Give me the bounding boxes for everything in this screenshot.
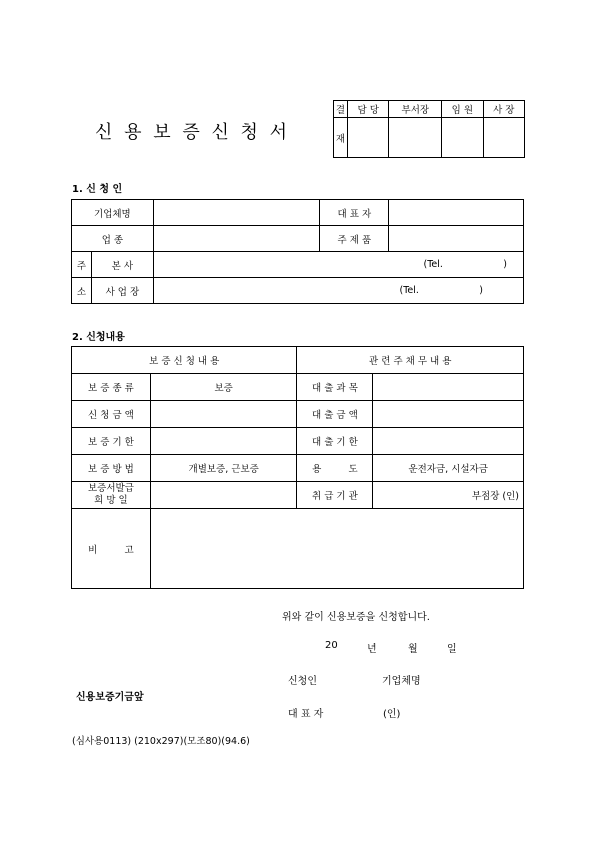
approval-header-staff: 담 당: [348, 101, 389, 118]
guarantee-term-label: 보 증 기 한: [72, 428, 151, 455]
approval-header-president: 사 장: [483, 101, 524, 118]
business-site-address-field[interactable]: (Tel. ): [153, 278, 523, 304]
loan-term-label: 대 출 기 한: [297, 428, 373, 455]
company-name-field[interactable]: [153, 200, 320, 226]
request-amount-field[interactable]: [150, 401, 297, 428]
guarantee-term-field[interactable]: [150, 428, 297, 455]
headquarters-label: 본 사: [91, 252, 153, 278]
loan-subject-label: 대 출 과 목: [297, 374, 373, 401]
footer-representative-label: 대 표 자: [288, 709, 324, 720]
headquarters-address-field[interactable]: (Tel. ): [153, 252, 523, 278]
loan-purpose-label: 용 도: [297, 455, 373, 482]
address-side-label-top: 주: [72, 252, 92, 278]
document-title: 신 용 보 증 신 청 서: [95, 122, 291, 143]
date-month-label: 월: [408, 644, 418, 655]
approval-sign-executive[interactable]: [442, 118, 483, 158]
issue-date-label: [72, 482, 151, 509]
form-code: (심사용0113) (210x297)(모조80)(94.6): [72, 736, 250, 747]
remarks-field[interactable]: [150, 509, 523, 589]
section2-title: 2. 신청내용: [72, 332, 125, 343]
approval-sign-dept-head[interactable]: [389, 118, 442, 158]
section1-title: 1. 신 청 인: [72, 184, 123, 195]
loan-subject-field[interactable]: [373, 374, 524, 401]
date-year-prefix: 20: [325, 640, 338, 651]
industry-label: 업 종: [72, 226, 154, 252]
applicant-label: 신청인: [288, 676, 317, 687]
approval-side-top: 결: [334, 101, 348, 118]
issue-date-label-line2: 희 망 일: [94, 495, 128, 506]
approval-sign-staff[interactable]: [348, 118, 389, 158]
approval-box: [333, 100, 525, 158]
loan-term-field[interactable]: [373, 428, 524, 455]
application-statement: 위와 같이 신용보증을 신청합니다.: [282, 612, 430, 623]
guarantee-method-field[interactable]: 개별보증, 근보증: [150, 455, 297, 482]
address-side-label-bottom: 소: [72, 278, 92, 304]
handling-institution-label: 취 급 기 관: [297, 482, 373, 509]
issue-date-field[interactable]: [150, 482, 297, 509]
approval-sign-president[interactable]: [483, 118, 524, 158]
company-name-label: 기업체명: [72, 200, 154, 226]
remarks-label: 비 고: [72, 509, 151, 589]
approval-header-executive: 임 원: [442, 101, 483, 118]
business-site-label: 사 업 장: [91, 278, 153, 304]
representative-field[interactable]: [389, 200, 524, 226]
approval-header-dept-head: 부서장: [389, 101, 442, 118]
seal-mark: (인): [383, 709, 401, 720]
date-year-label: 년: [367, 644, 377, 655]
guarantee-type-field[interactable]: 보증: [150, 374, 297, 401]
guarantee-request-header: 보 증 신 청 내 용: [72, 347, 297, 374]
industry-field[interactable]: [153, 226, 320, 252]
loan-amount-label: 대 출 금 액: [297, 401, 373, 428]
guarantee-method-label: 보 증 방 법: [72, 455, 151, 482]
guarantee-request-table: [71, 346, 524, 589]
date-day-label: 일: [447, 644, 457, 655]
main-product-label: 주 제 품: [320, 226, 389, 252]
loan-purpose-field[interactable]: 운전자금, 시설자금: [373, 455, 524, 482]
related-debt-header: 관 련 주 채 무 내 용: [297, 347, 524, 374]
request-amount-label: 신 청 금 액: [72, 401, 151, 428]
issue-date-label-line1: 보증서발급: [88, 483, 134, 494]
footer-company-label: 기업체명: [382, 676, 421, 687]
applicant-table: [71, 199, 524, 304]
loan-amount-field[interactable]: [373, 401, 524, 428]
guarantee-type-label: 보 증 종 류: [72, 374, 151, 401]
main-product-field[interactable]: [389, 226, 524, 252]
approval-side-bottom: 재: [334, 118, 348, 158]
recipient: 신용보증기금앞: [76, 692, 144, 703]
handling-institution-field[interactable]: 부점장 (인): [373, 482, 524, 509]
representative-label: 대 표 자: [320, 200, 389, 226]
